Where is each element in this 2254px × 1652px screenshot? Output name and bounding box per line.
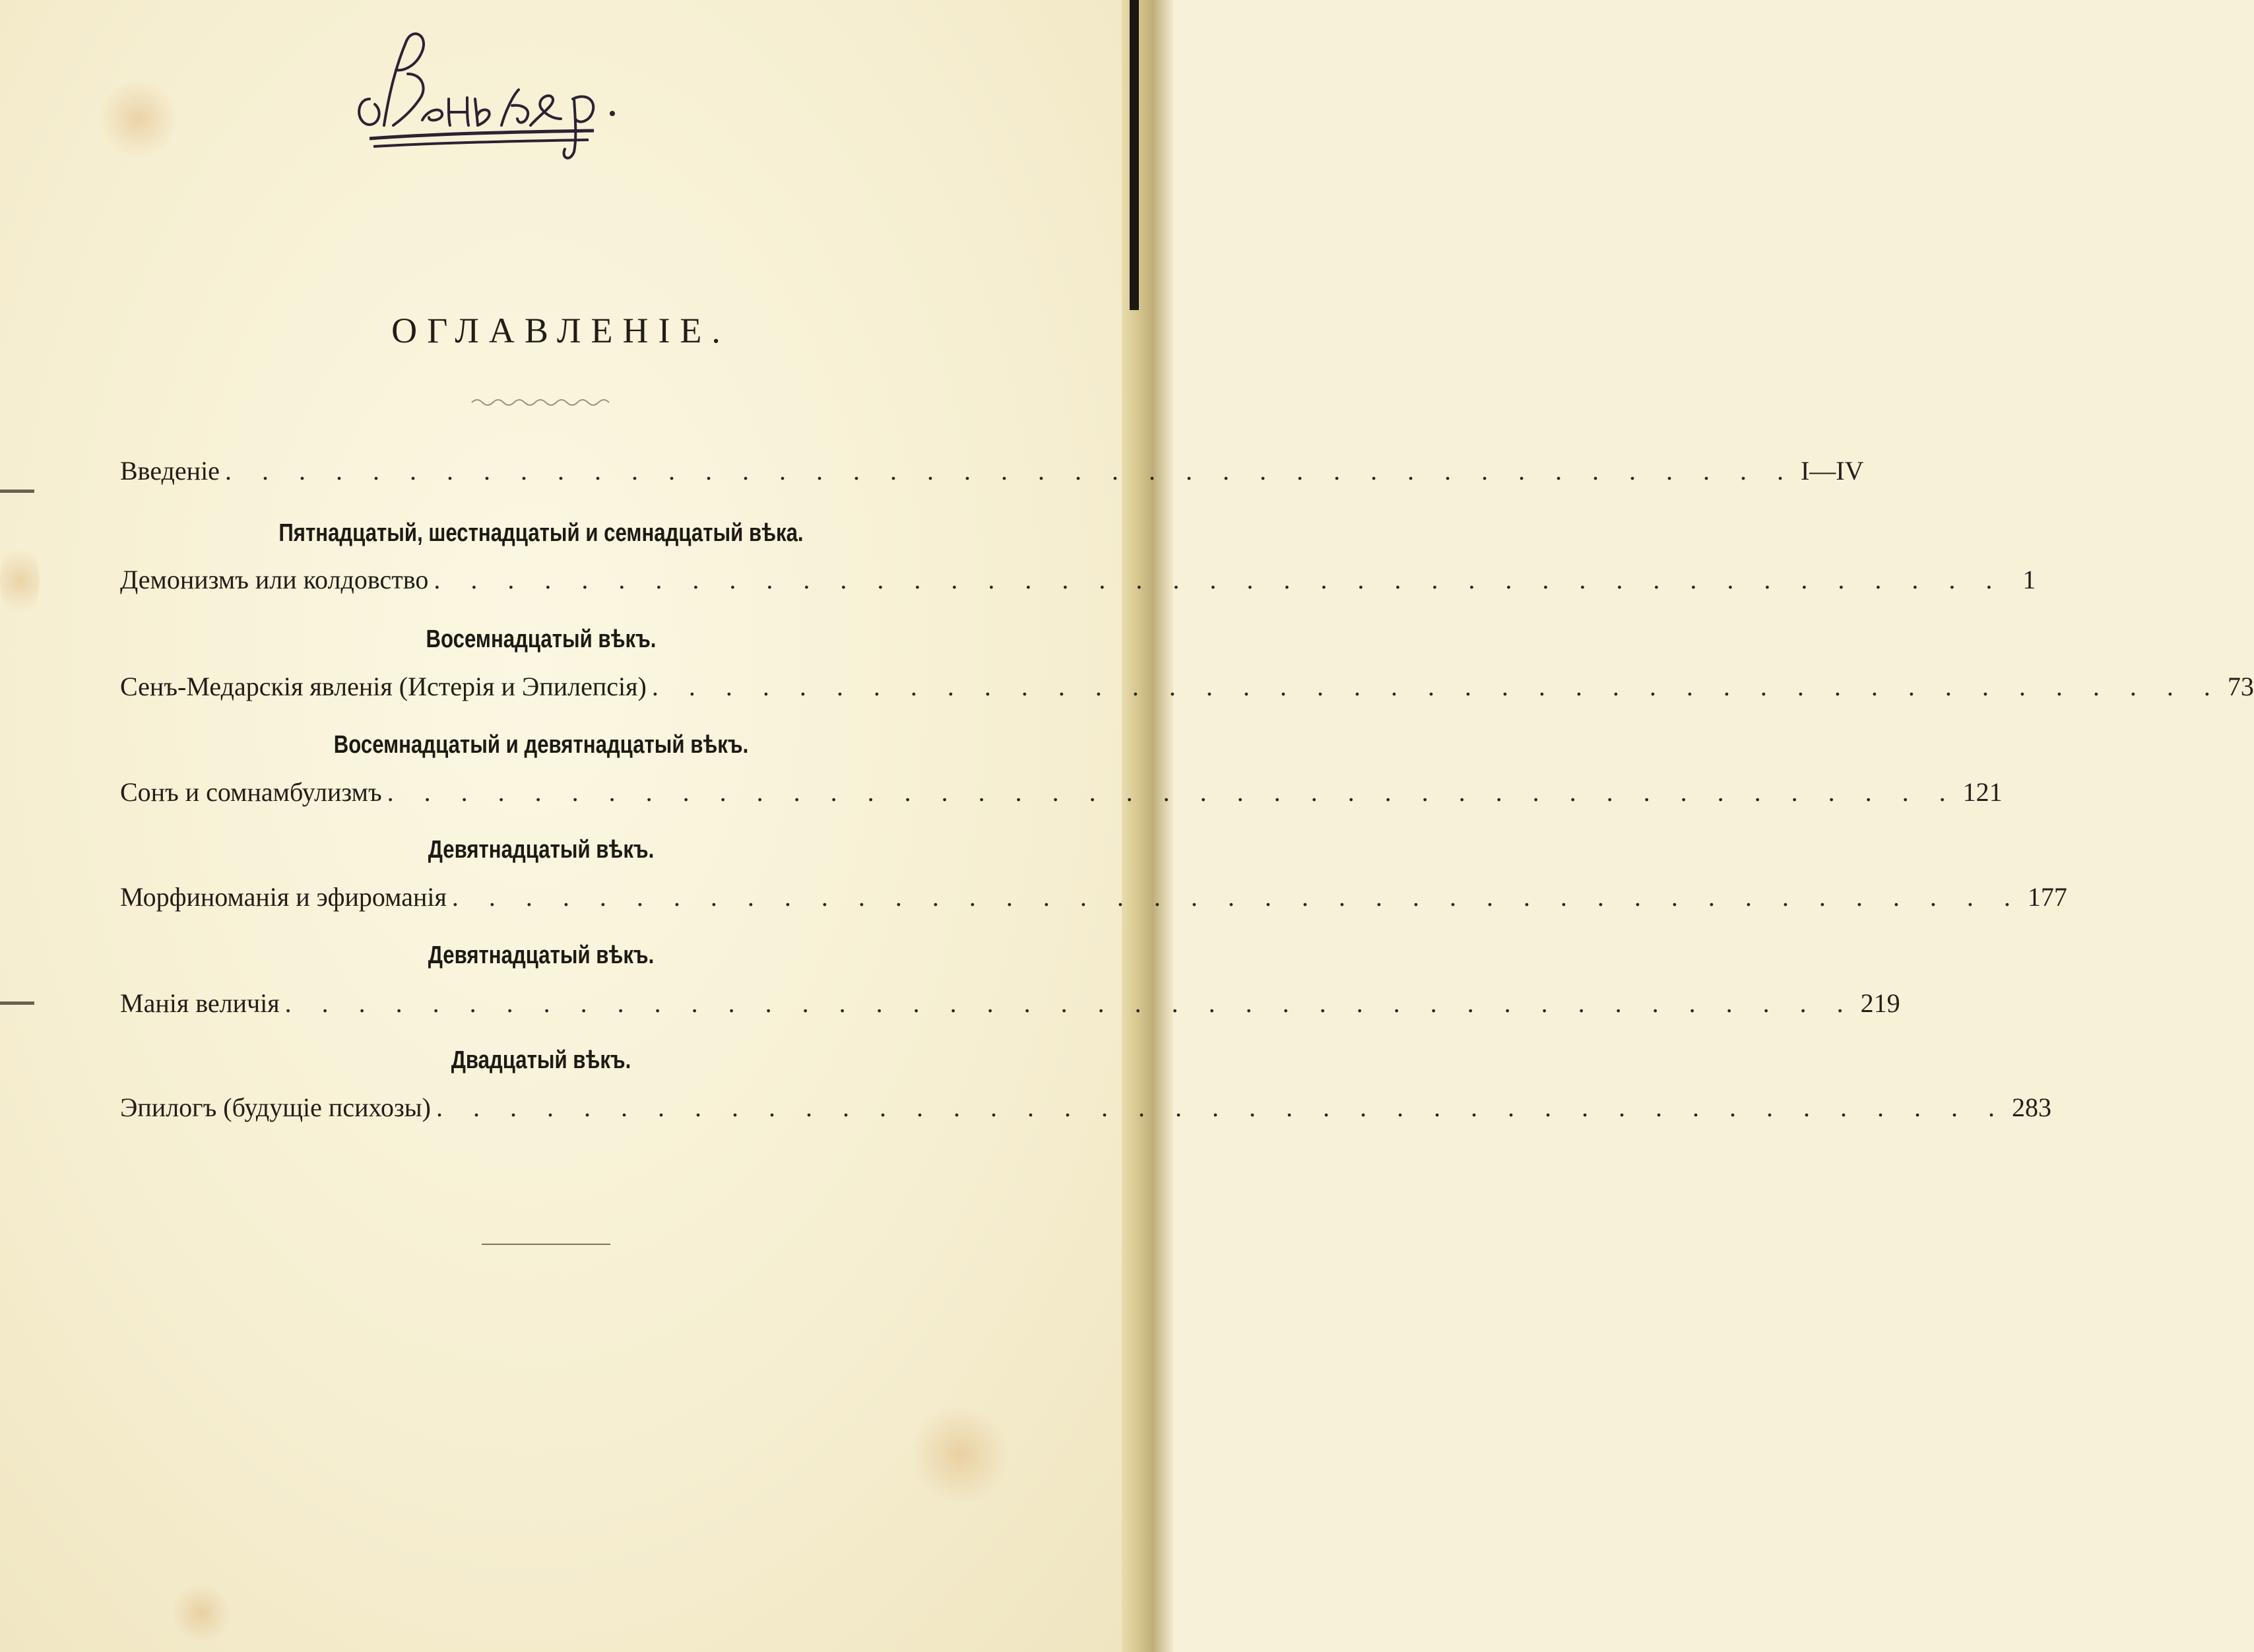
toc-entry — [120, 1092, 2051, 1131]
toc-entry — [120, 564, 2036, 604]
toc-entry — [120, 988, 1900, 1027]
spine-shadow — [1130, 0, 1139, 310]
paper-stain — [0, 541, 40, 620]
page-edge-mark — [0, 490, 34, 493]
section-heading: Девятнадцатый вѣкъ. — [428, 836, 655, 864]
toc-entry-title: Морфиноманiя и эфироманiя — [120, 882, 447, 912]
toc-entry — [120, 777, 2003, 816]
dot-leader: . . . . . . . . . . . . . . . . . . . . . . . . . . . . . . . . . . . . . . . . . . . — [434, 565, 2005, 594]
toc-entry-intro — [120, 455, 1864, 495]
toc-entry-title: Сонъ и сомнамбулизмъ — [120, 777, 382, 807]
paper-stain — [172, 1583, 231, 1643]
dot-leader: . . . . . . . . . . . . . . . . . . . . . . . . . . . . . . . . . . . . . . . . . . . — [651, 672, 2222, 701]
dot-leader: . . . . . . . . . . . . . . . . . . . . . . . . . . . . . . . . . . . . . . . . . . . — [451, 882, 2022, 912]
toc-page-number: 219 — [1860, 988, 1900, 1018]
toc-page-number: 121 — [1962, 777, 2003, 807]
page-title: ОГЛАВЛЕНIЕ. — [391, 311, 730, 350]
toc-entry — [120, 671, 2254, 711]
dot-leader: . . . . . . . . . . . . . . . . . . . . . . . . . . . . . . . . . . . . . . . . . . . — [224, 456, 1795, 486]
paper-stain — [911, 1405, 1010, 1504]
toc-page-number: 177 — [2027, 882, 2067, 912]
handwritten-signature — [343, 26, 633, 165]
title-ornament — [472, 395, 610, 408]
section-heading: Восемнадцатый вѣкъ. — [426, 625, 657, 653]
section-heading: Пятнадцатый, шестнадцатый и семнадцатый вѣка. — [278, 519, 804, 547]
toc-entry-title: Манiя величiя — [120, 988, 280, 1018]
toc-entry-title: Эпилогъ (будущiе психозы) — [120, 1093, 431, 1122]
page-edge-mark — [0, 1001, 34, 1005]
dot-leader: . . . . . . . . . . . . . . . . . . . . . . . . . . . . . . . . . . . . . . . . . . . — [435, 1093, 2007, 1122]
toc-page-number: 73 — [2227, 672, 2254, 701]
dot-leader: . . . . . . . . . . . . . . . . . . . . . . . . . . . . . . . . . . . . . . . . . . . — [284, 988, 1855, 1018]
toc-entry-title: Введенiе — [120, 456, 220, 486]
dot-leader: . . . . . . . . . . . . . . . . . . . . . . . . . . . . . . . . . . . . . . . . . . . — [387, 777, 1958, 807]
section-heading: Девятнадцатый вѣкъ. — [428, 941, 655, 969]
toc-page-number: I—IV — [1800, 456, 1864, 486]
section-heading: Восемнадцатый и девятнадцатый вѣкъ. — [333, 731, 749, 759]
section-heading: Двадцатый вѣкъ. — [451, 1046, 631, 1074]
toc-entry-title: Демонизмъ или колдовство — [120, 565, 429, 594]
toc-entry-title: Сенъ-Медарскiя явленiя (Истерiя и Эпилепсiя) — [120, 672, 647, 701]
toc-page-number: 1 — [2022, 565, 2036, 594]
paper-stain — [99, 79, 178, 158]
closing-rule — [482, 1244, 610, 1245]
toc-entry — [120, 881, 2067, 921]
toc-page-number: 283 — [2011, 1093, 2051, 1122]
